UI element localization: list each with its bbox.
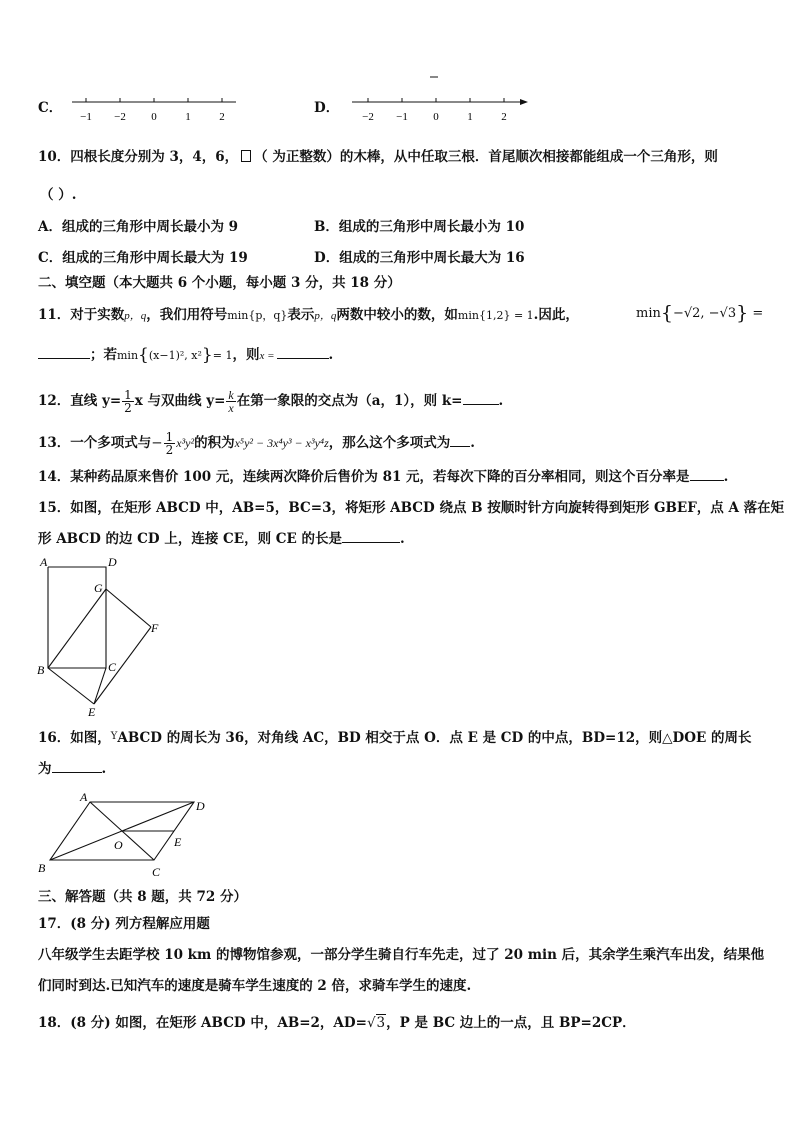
point-label: C (152, 865, 161, 879)
point-label: A (40, 555, 48, 569)
tick-label: 2 (219, 111, 225, 123)
q10-paren: （ ）. (40, 187, 77, 203)
q10-option-b: B．组成的三角形中周长最小为 10 (314, 219, 525, 235)
q16-line-2: 为 . (38, 761, 107, 777)
answer-blank[interactable] (38, 346, 90, 359)
point-label: D (196, 799, 205, 813)
q13-line: 13．一个多项式与− $\frac{1}{2}$ x³y²的积为x⁵y² − 3x⁴y³ − x³y⁴z，那么这个多项式为 . (38, 430, 475, 457)
figure-15-rectangles (34, 552, 174, 722)
q10-stem: 10．四根长度分别为 3，4，6， （ 为正整数）的木棒，从中任取三根．首尾顺次相接都能组成一个三角形，则 (38, 149, 718, 165)
point-label: O (114, 838, 123, 852)
answer-blank[interactable] (277, 346, 329, 359)
option-c-label: C． (38, 100, 63, 116)
tick-label: −1 (396, 111, 408, 123)
tick-label: −2 (114, 111, 126, 123)
point-label: B (37, 663, 45, 677)
answer-blank[interactable] (52, 760, 102, 773)
answer-blank[interactable] (342, 530, 400, 543)
q11-min-expression: min{−√2, −√3} = (636, 302, 764, 324)
answer-blank[interactable] (450, 434, 470, 447)
q11-line-2: ；若min{(x−1)², x²}= 1，则x = . (38, 346, 333, 365)
q10-option-c: C．组成的三角形中周长最大为 19 (38, 250, 248, 266)
q18-line: 18．(8 分) 如图，在矩形 ABCD 中，AB=2，AD=√3，P 是 BC 边上的一点，且 BP=2CP． (38, 1015, 636, 1031)
section-2-heading: 二、填空题（本大题共 6 个小题，每小题 3 分，共 18 分） (38, 275, 401, 291)
tick-label: 1 (467, 111, 473, 123)
answer-blank[interactable] (463, 392, 499, 405)
q17-line-2: 们同时到达.已知汽车的速度是骑车学生速度的 2 倍，求骑车学生的速度. (38, 978, 472, 994)
tick-label: −1 (80, 111, 92, 123)
q17-line-1: 八年级学生去距学校 10 km 的博物馆参观，一部分学生骑自行车先走，过了 20 min 后，其余学生乘汽车出发，结果他 (38, 947, 765, 963)
number-line-c (66, 88, 246, 124)
answer-blank[interactable] (690, 468, 724, 481)
point-label: A (80, 790, 88, 804)
point-label: B (38, 861, 46, 875)
fraction-one-half: $\frac{1}{2}$ (165, 430, 174, 457)
parallelogram-icon: Y (110, 731, 118, 742)
tick-label: 1 (185, 111, 191, 123)
number-line-d (344, 70, 534, 124)
q10-option-d: D．组成的三角形中周长最大为 16 (314, 250, 525, 266)
point-label: E (174, 835, 182, 849)
point-label: E (88, 705, 96, 719)
figure-16-parallelogram (34, 788, 224, 880)
fraction-one-half: $\frac{1}{2}$ (124, 388, 132, 415)
point-label: G (94, 581, 103, 595)
point-label: D (108, 555, 117, 569)
tick-label: 2 (501, 111, 507, 123)
option-d-label: D． (314, 100, 340, 116)
tick-label: −2 (362, 111, 374, 123)
q11-line-1: 11．对于实数p，q，我们用符号min{p，q}表示p，q两数中较小的数，如min{1,2} = 1.因此， (38, 307, 579, 323)
placeholder-box (241, 150, 251, 162)
q12-line: 12．直线 y= $\frac{1}{2}$ x 与双曲线 y= $\frac{k}{x}$ 在第一象限的交点为（a，1），则 k= . (38, 388, 504, 415)
q14-line: 14．某种药品原来售价 100 元，连续两次降价后售价为 81 元，若每次下降的百分率相同，则这个百分率是 . (38, 469, 729, 485)
q17-title: 17．(8 分) 列方程解应用题 (38, 916, 210, 932)
section-3-heading: 三、解答题（共 8 题，共 72 分） (38, 889, 247, 905)
tick-label: 0 (151, 111, 157, 123)
q15-line-1: 15．如图，在矩形 ABCD 中，AB=5，BC=3，将矩形 ABCD 绕点 B 按顺时针方向旋转得到矩形 GBEF，点 A 落在矩 (38, 500, 785, 516)
tick-label: 0 (433, 111, 439, 123)
q16-line-1: 16．如图，$^Y$ABCD 的周长为 36，对角线 AC，BD 相交于点 O．点 E 是 CD 的中点，BD=12，则△DOE 的周长 (38, 730, 752, 746)
fraction-k-over-x: $\frac{k}{x}$ (228, 388, 234, 415)
point-label: C (108, 660, 117, 674)
q15-line-2: 形 ABCD 的边 CD 上，连接 CE，则 CE 的长是 . (38, 531, 405, 547)
q10-option-a: A．组成的三角形中周长最小为 9 (38, 219, 239, 235)
point-label: F (151, 621, 159, 635)
